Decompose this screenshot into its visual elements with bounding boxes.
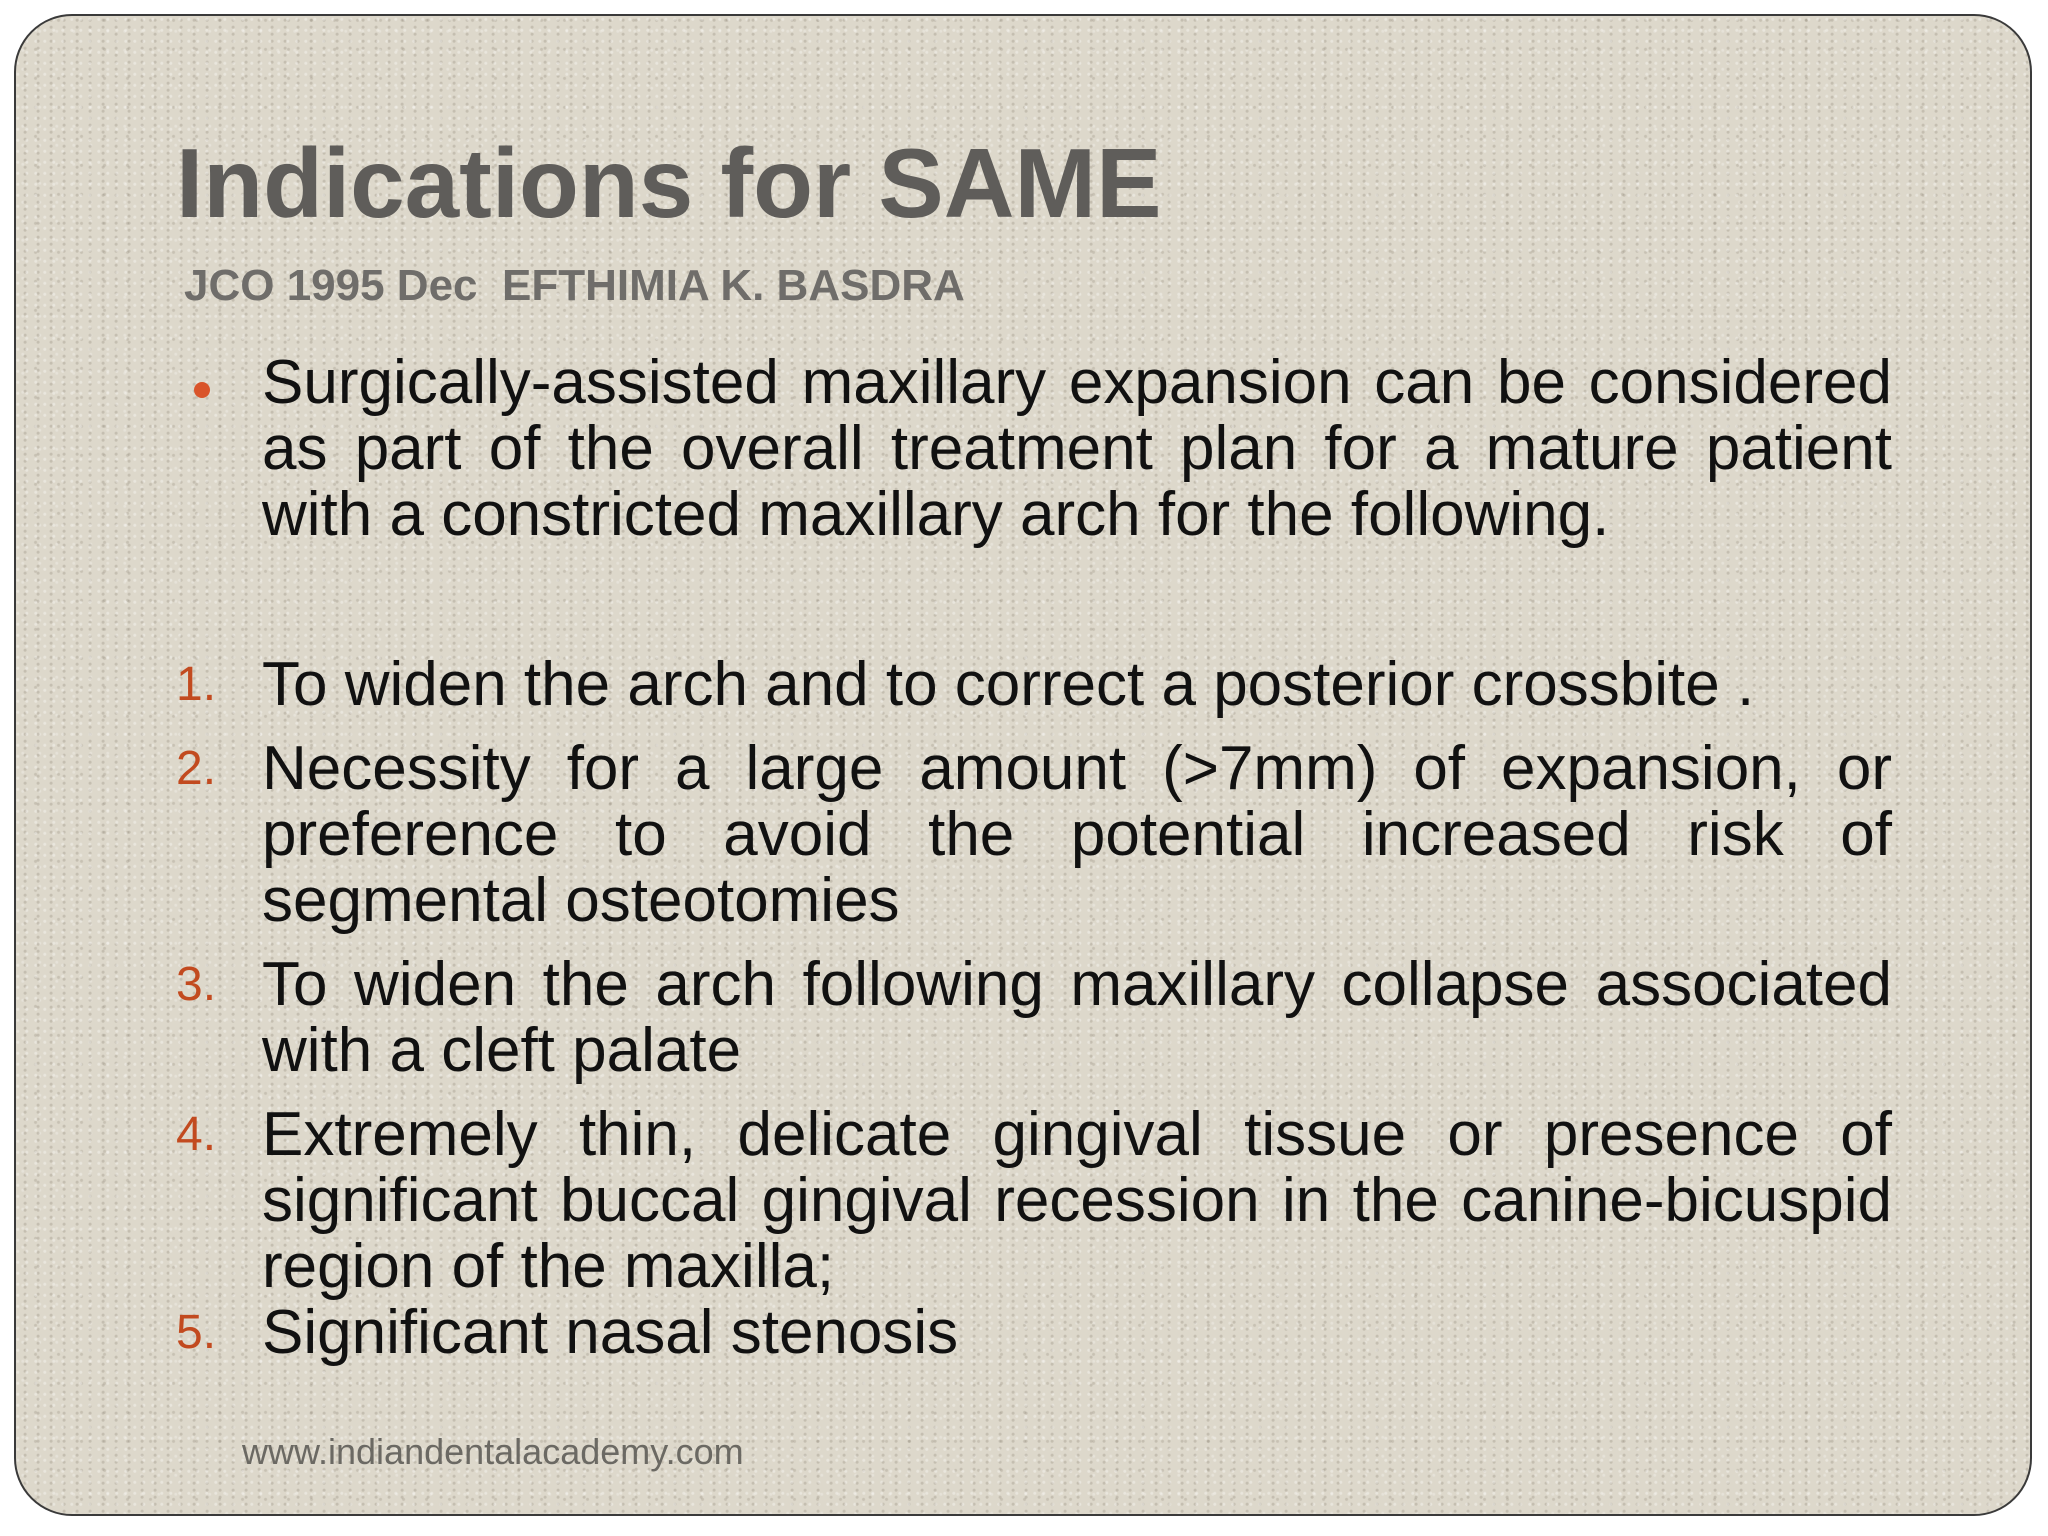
list-number: 5. (176, 1306, 217, 1359)
intro-text: Surgically-assisted maxillary expansion can be considered as part of the overall treatment plan for a mature patient with a constricted maxillary arch for the following. (262, 348, 1892, 549)
round-bullet-icon (194, 382, 210, 398)
list-item-text: Extremely thin, delicate gingival tissue or presence of significant buccal gingival recession in the canine-bicuspid region of the maxilla; (262, 1100, 1892, 1301)
list-item (176, 1300, 1892, 1366)
list-number: 1. (176, 658, 217, 711)
list-item-text: Significant nasal stenosis (262, 1298, 959, 1367)
list-item-text: To widen the arch and to correct a posterior crossbite . (262, 650, 1755, 719)
list-item (176, 1102, 1892, 1300)
slide-subtitle: JCO 1995 Dec EFTHIMIA K. BASDRA (184, 261, 965, 310)
slide-title: Indications for SAME (176, 128, 1162, 238)
list-number: 4. (176, 1108, 217, 1161)
slide-body (176, 350, 1892, 1366)
list-item (176, 652, 1892, 718)
watermark-text: www.indiandentalacademy.com (242, 1431, 744, 1472)
list-item-text: To widen the arch following maxillary collapse associated with a cleft palate (262, 950, 1892, 1085)
list-number: 3. (176, 958, 217, 1011)
list-item-text: Necessity for a large amount (>7mm) of expansion, or preference to avoid the potential increased risk of segmental osteotomies (262, 734, 1892, 935)
list-item (176, 736, 1892, 934)
slide (14, 14, 2032, 1516)
intro-bullet (176, 350, 1892, 548)
list-number: 2. (176, 742, 217, 795)
list-item (176, 952, 1892, 1084)
